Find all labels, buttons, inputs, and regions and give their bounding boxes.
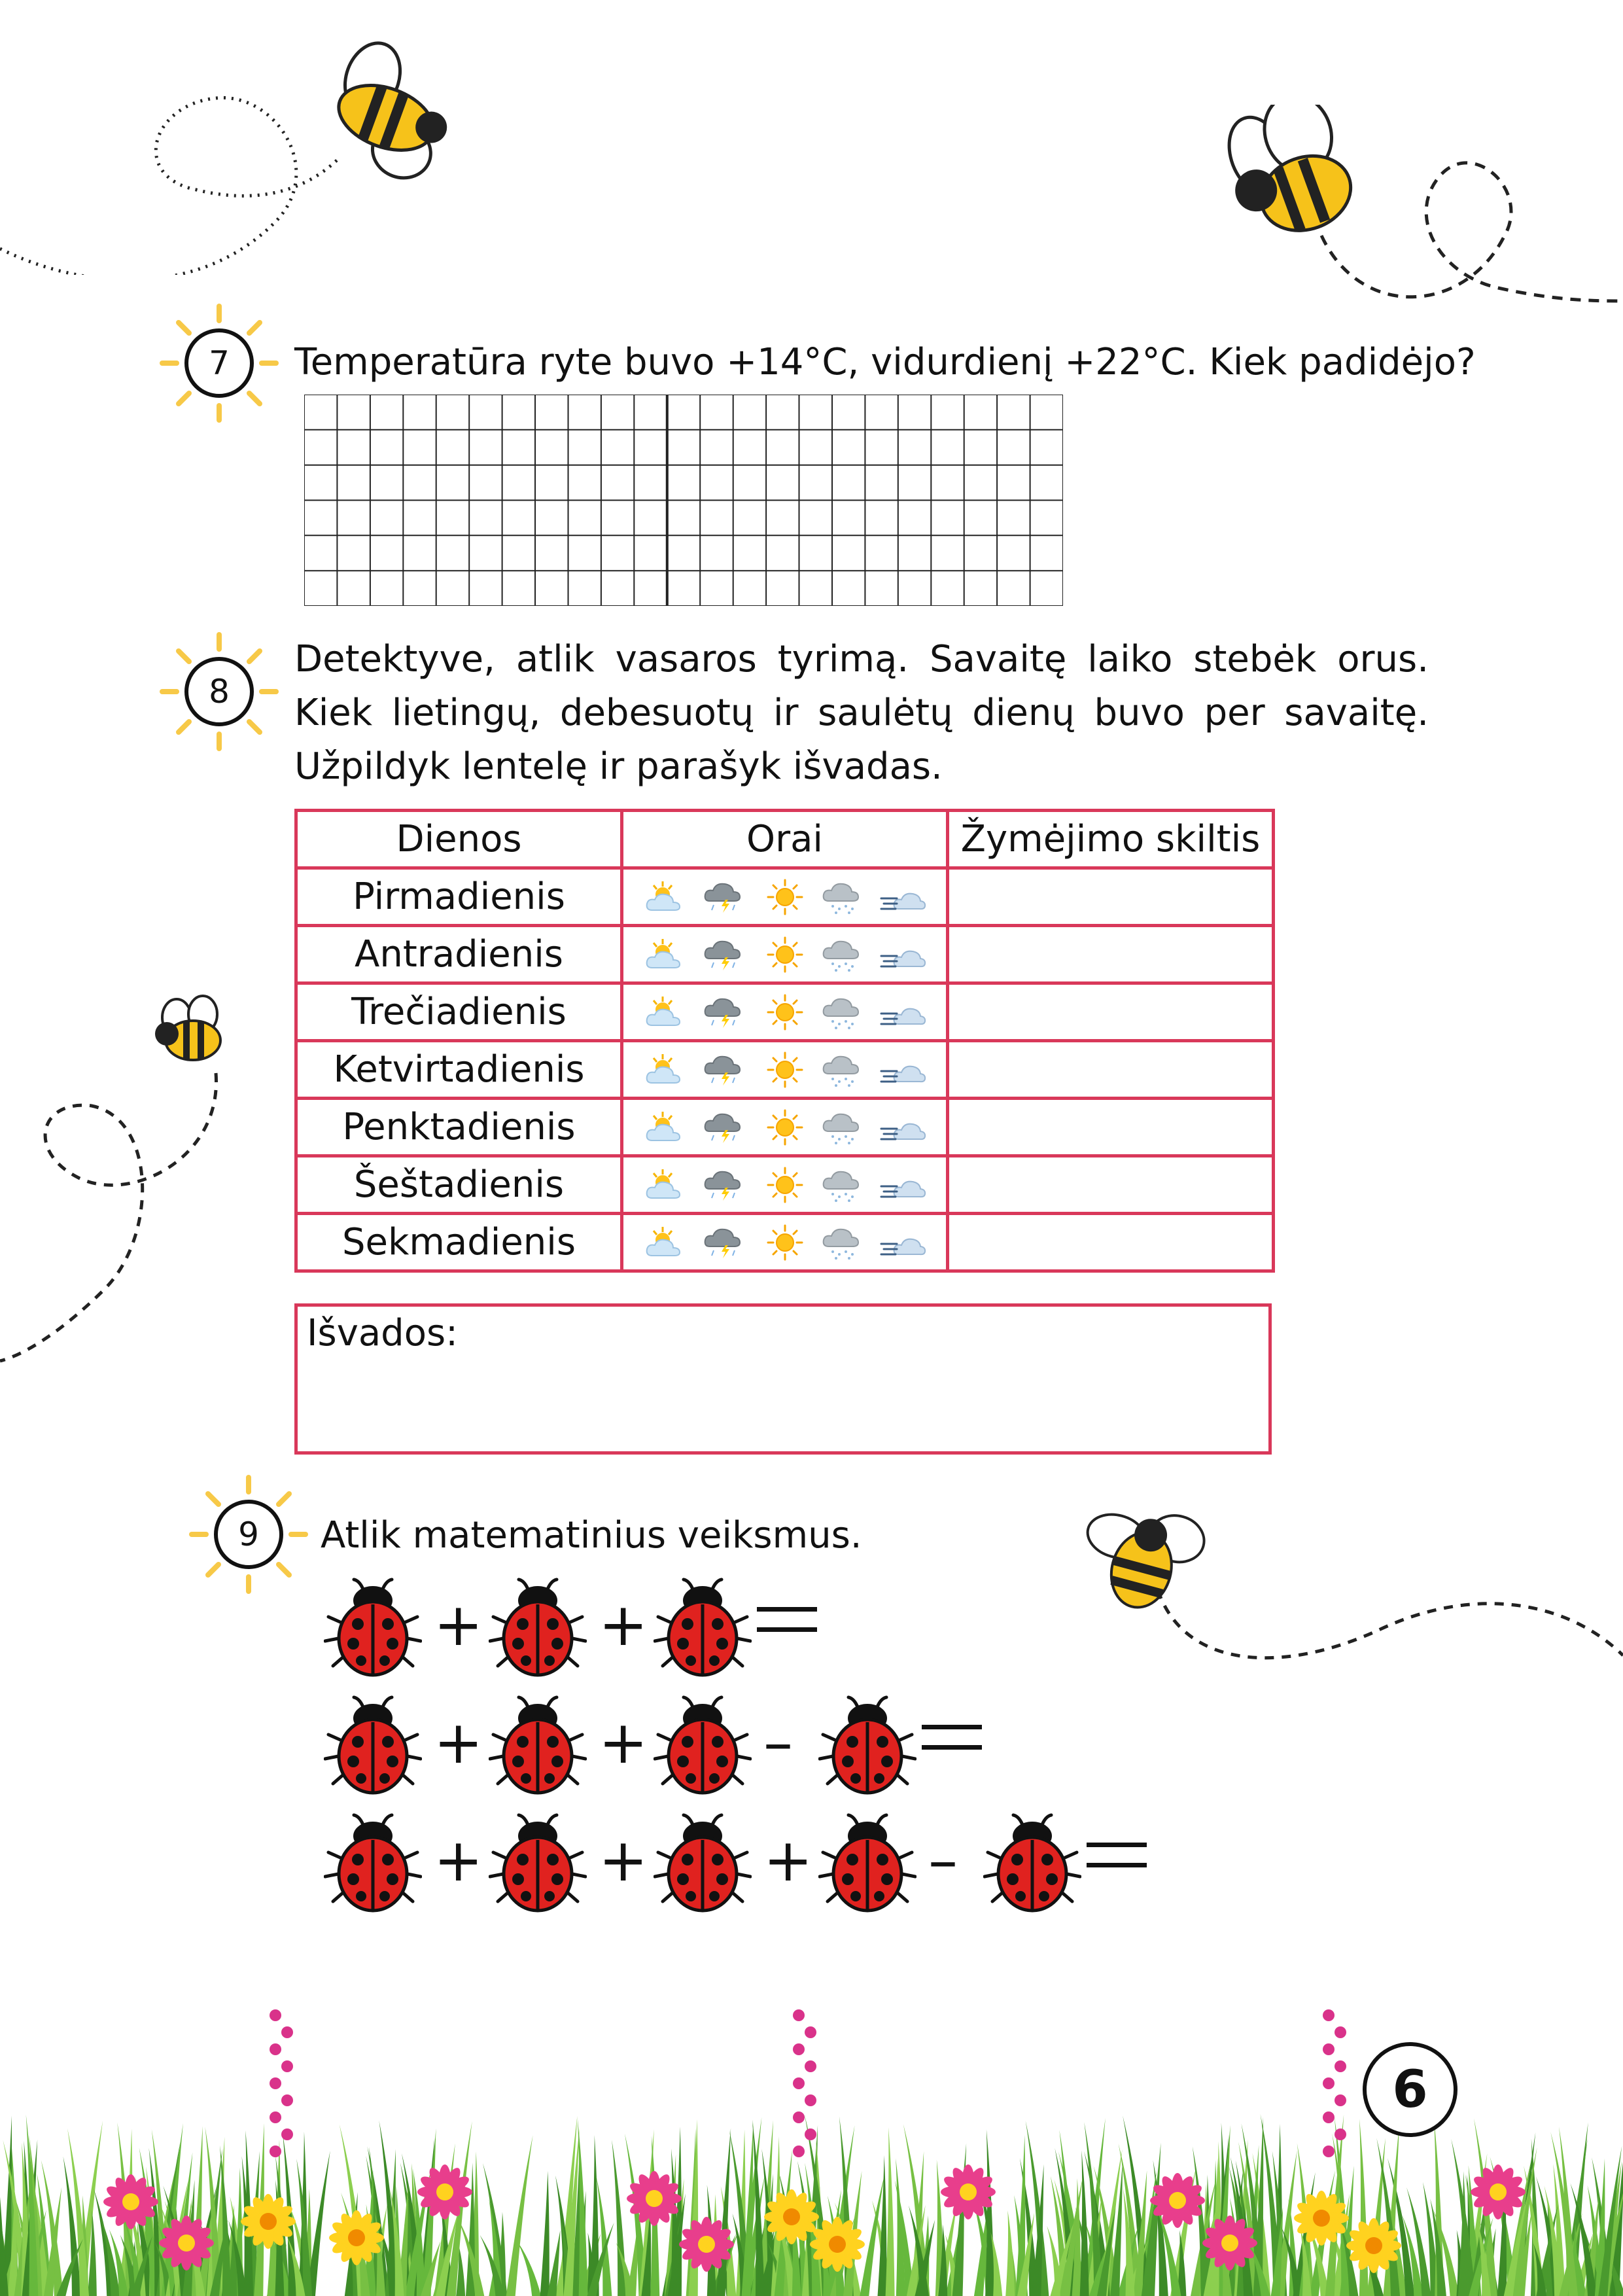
rain-cloud-icon [821,994,867,1031]
thunderstorm-icon [703,994,749,1031]
minus-sign: – [763,1708,793,1777]
conclusions-label: Išvados: [307,1312,458,1354]
rain-cloud-icon [821,879,867,915]
sun-icon [762,994,808,1031]
rain-cloud-icon [821,1051,867,1088]
ladybug-icon [654,1691,752,1795]
table-header-row [296,811,1274,868]
plus-sign: + [434,1591,483,1659]
bee-decoration-top-right [1191,105,1623,327]
wind-cloud-icon [880,936,926,973]
marking-cell[interactable] [948,868,1274,926]
marking-cell[interactable] [948,1214,1274,1271]
task-8-text: Detektyve, atlik vasaros tyrimą. Savaitę laiko stebėk orus. Kiek lietingų, debesuotų ir saulėtų dienų buvo per savaitę. Užpildyk lentelę ir parašyk išvadas. [294,638,1429,788]
wind-cloud-icon [880,1167,926,1203]
task-number-7: 7 [209,344,230,382]
answer-grid[interactable] [304,395,1063,606]
rain-cloud-icon [821,1224,867,1261]
table-row [296,1156,1274,1214]
day-cell: Pirmadienis [296,868,622,926]
bee-decoration-left [0,988,236,1368]
ladybug-icon [324,1691,422,1795]
partly-sunny-icon [644,994,690,1031]
task-7-text: Temperatūra ryte buvo +14°C, vidurdienį +22°C. Kiek padidėjo? [294,341,1476,383]
table-row [296,868,1274,926]
table-row [296,1041,1274,1099]
table-row [296,1099,1274,1156]
marking-cell[interactable] [948,1156,1274,1214]
equals-sign [757,1607,817,1632]
weather-table [294,809,1275,1273]
rain-cloud-icon [821,1109,867,1146]
thunderstorm-icon [703,1051,749,1088]
table-row [296,983,1274,1041]
weather-cell [622,983,948,1041]
weather-cell [622,1156,948,1214]
day-cell: Penktadienis [296,1099,622,1156]
ladybug-icon [654,1573,752,1678]
day-cell: Ketvirtadienis [296,1041,622,1099]
ladybug-icon [489,1691,587,1795]
wind-cloud-icon [880,1051,926,1088]
wind-cloud-icon [880,1224,926,1261]
marking-cell[interactable] [948,926,1274,983]
plus-sign: + [599,1826,648,1895]
ladybug-icon [818,1691,916,1795]
ladybug-icon [324,1573,422,1678]
thunderstorm-icon [703,1109,749,1146]
page-number: 6 [1363,2042,1457,2137]
ladybug-icon [489,1573,587,1678]
task-number-8: 8 [209,673,230,711]
marking-cell[interactable] [948,1041,1274,1099]
plus-sign: + [599,1591,648,1659]
rain-cloud-icon [821,1167,867,1203]
bee-decoration-top-left [0,26,471,275]
thunderstorm-icon [703,1224,749,1261]
weather-cell [622,1041,948,1099]
task-9-text: Atlik matematinius veiksmus. [321,1514,862,1557]
equals-sign [1087,1843,1147,1867]
sun-icon [762,879,808,915]
ladybug-icon [983,1809,1081,1913]
ladybug-icon [818,1809,916,1913]
wind-cloud-icon [880,994,926,1031]
day-cell: Trečiadienis [296,983,622,1041]
equals-sign [922,1725,982,1750]
ladybug-icon [654,1809,752,1913]
header-days: Dienos [296,811,622,868]
thunderstorm-icon [703,879,749,915]
weather-cell [622,868,948,926]
weather-cell [622,926,948,983]
marking-cell[interactable] [948,983,1274,1041]
wind-cloud-icon [880,1109,926,1146]
day-cell: Sekmadienis [296,1214,622,1271]
partly-sunny-icon [644,1224,690,1261]
plus-sign: + [434,1708,483,1777]
conclusions-box[interactable] [294,1303,1272,1455]
sun-icon [762,1167,808,1203]
plus-sign: + [434,1826,483,1895]
wind-cloud-icon [880,879,926,915]
marking-cell[interactable] [948,1099,1274,1156]
weather-cell [622,1099,948,1156]
day-cell: Šeštadienis [296,1156,622,1214]
header-marking: Žymėjimo skiltis [948,811,1274,868]
meadow-decoration [0,2002,1623,2296]
partly-sunny-icon [644,1167,690,1203]
sun-icon [762,936,808,973]
thunderstorm-icon [703,1167,749,1203]
partly-sunny-icon [644,879,690,915]
plus-sign: + [599,1708,648,1777]
sun-icon [762,1109,808,1146]
ladybug-icon [489,1809,587,1913]
sun-icon [762,1051,808,1088]
day-cell: Antradienis [296,926,622,983]
weather-cell [622,1214,948,1271]
task-number-9: 9 [238,1515,259,1553]
table-row [296,1214,1274,1271]
ladybug-icon [324,1809,422,1913]
plus-sign: + [763,1826,813,1895]
thunderstorm-icon [703,936,749,973]
minus-sign: – [928,1826,958,1895]
rain-cloud-icon [821,936,867,973]
partly-sunny-icon [644,1109,690,1146]
sun-icon [762,1224,808,1261]
partly-sunny-icon [644,1051,690,1088]
bee-decoration-right [1073,1498,1623,1688]
header-weather: Orai [622,811,948,868]
partly-sunny-icon [644,936,690,973]
table-row [296,926,1274,983]
